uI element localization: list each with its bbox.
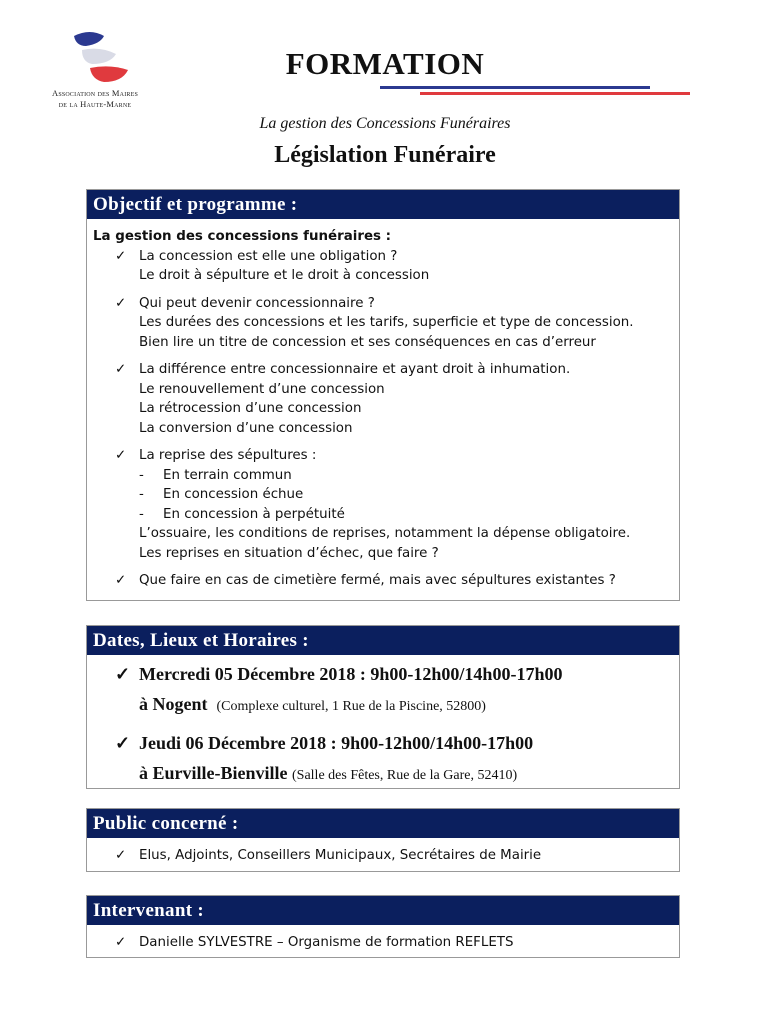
programme-subitem: - En terrain commun xyxy=(139,467,292,483)
session-place: à Nogent xyxy=(139,694,208,714)
session-item xyxy=(93,728,673,791)
programme-line: Bien lire un titre de concession et ses conséquences en cas d’erreur xyxy=(139,334,596,350)
check-icon: ✓ xyxy=(115,733,131,753)
programme-subitem: - En concession à perpétuité xyxy=(139,506,345,522)
intervenant-section xyxy=(86,895,680,958)
title-underline xyxy=(380,86,690,95)
programme-line: La reprise des sépultures : xyxy=(139,448,317,463)
programme-line: Le renouvellement d’une concession xyxy=(139,381,385,397)
programme-subitem: - En concession échue xyxy=(139,487,304,502)
session-item xyxy=(93,659,673,722)
objectif-intro: La gestion des concessions funéraires : xyxy=(93,229,392,244)
page-heading: Législation Funéraire xyxy=(274,142,496,168)
check-icon: ✓ xyxy=(115,362,127,377)
programme-line: La rétrocession d’une concession xyxy=(139,401,362,416)
objectif-title: Objectif et programme : xyxy=(87,190,679,219)
programme-list xyxy=(93,247,673,591)
logo-caption-line1: Association des Maires xyxy=(51,88,139,98)
session-date: Jeudi 06 Décembre 2018 : 9h00-12h00/14h00-17h00 xyxy=(139,733,534,753)
programme-item xyxy=(93,571,673,591)
check-icon: ✓ xyxy=(115,248,127,264)
session-date: Mercredi 05 Décembre 2018 : 9h00-12h00/14h00-17h00 xyxy=(139,664,563,684)
programme-item xyxy=(93,446,673,563)
session-detail: (Salle des Fêtes, Rue de la Gare, 52410) xyxy=(292,768,518,783)
programme-line: La conversion d’une concession xyxy=(139,420,353,436)
programme-line: Les reprises en situation d’échec, que faire ? xyxy=(139,545,439,561)
check-icon: ✓ xyxy=(115,935,127,950)
session-detail: (Complexe culturel, 1 Rue de la Piscine, 52800) xyxy=(216,699,486,714)
check-icon: ✓ xyxy=(115,664,131,684)
page-title: FORMATION xyxy=(285,46,485,81)
dates-title: Dates, Lieux et Horaires : xyxy=(87,626,679,655)
programme-item xyxy=(93,294,673,353)
check-icon: ✓ xyxy=(115,295,127,311)
objectif-section xyxy=(86,189,680,601)
logo-caption-line2: de la Haute-Marne xyxy=(58,99,132,109)
public-text: Elus, Adjoints, Conseillers Municipaux, Secrétaires de Mairie xyxy=(139,848,542,863)
programme-item xyxy=(93,360,673,438)
flag-logo-icon xyxy=(60,26,132,86)
public-section xyxy=(86,808,680,872)
programme-item xyxy=(93,247,673,286)
intervenant-text: Danielle SYLVESTRE – Organisme de formation REFLETS xyxy=(139,935,514,950)
programme-line: Qui peut devenir concessionnaire ? xyxy=(139,295,375,311)
association-logo xyxy=(40,26,150,116)
programme-line: Le droit à sépulture et le droit à concession xyxy=(139,268,430,283)
programme-line: Que faire en cas de cimetière fermé, mais avec sépultures existantes ? xyxy=(139,573,616,588)
intervenant-title: Intervenant : xyxy=(87,896,679,925)
programme-line: La différence entre concessionnaire et ayant droit à inhumation. xyxy=(139,362,571,377)
dates-section xyxy=(86,625,680,789)
programme-line: La concession est elle une obligation ? xyxy=(139,248,398,264)
public-title: Public concerné : xyxy=(87,809,679,838)
programme-line: Les durées des concessions et les tarifs, superficie et type de concession. xyxy=(139,315,634,330)
session-place: à Eurville-Bienville xyxy=(139,763,288,783)
check-icon: ✓ xyxy=(115,573,127,588)
programme-line: L’ossuaire, les conditions de reprises, notamment la dépense obligatoire. xyxy=(139,526,631,541)
check-icon: ✓ xyxy=(115,448,127,463)
page-subtitle: La gestion des Concessions Funéraires xyxy=(259,115,511,132)
check-icon: ✓ xyxy=(115,848,127,863)
